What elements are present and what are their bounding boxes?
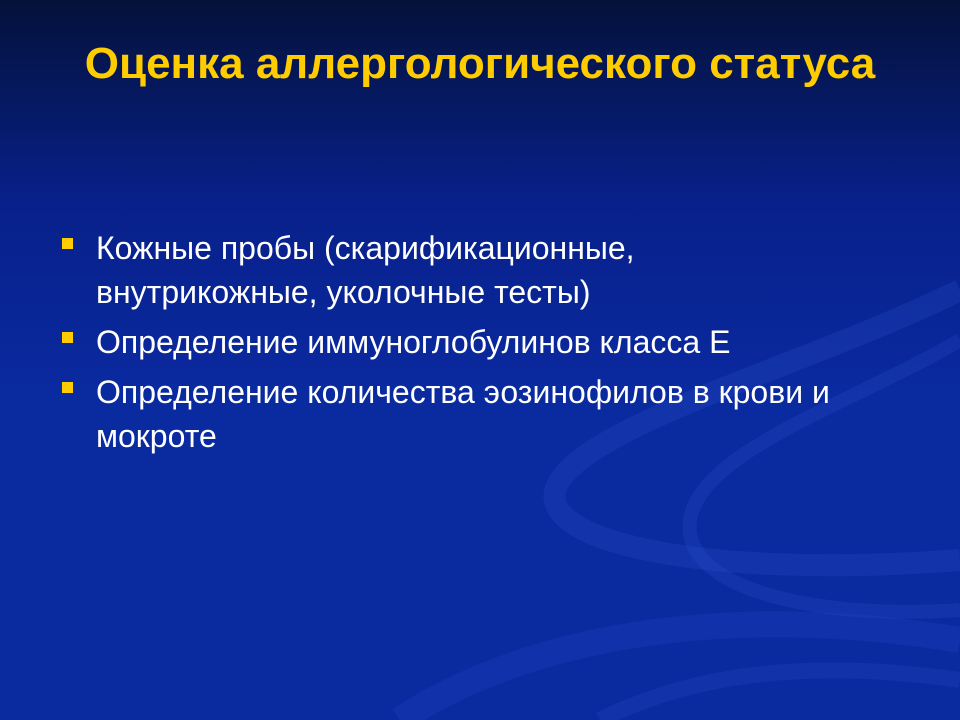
bullet-text: Кожные пробы (скарификационные, внутрикожные, уколочные тесты) bbox=[96, 230, 635, 310]
bullet-text: Определение иммуноглобулинов класса Е bbox=[96, 324, 731, 360]
bullet-item bbox=[60, 370, 860, 458]
square-bullet-icon bbox=[62, 238, 73, 249]
square-bullet-icon bbox=[62, 382, 73, 393]
bullet-text: Определение количества эозинофилов в крови и мокроте bbox=[96, 374, 830, 454]
bullet-item bbox=[60, 320, 860, 364]
slide-title: Оценка аллергологического статуса bbox=[84, 39, 876, 88]
square-bullet-icon bbox=[62, 332, 73, 343]
bullet-list bbox=[60, 226, 860, 464]
bullet-item bbox=[60, 226, 860, 314]
